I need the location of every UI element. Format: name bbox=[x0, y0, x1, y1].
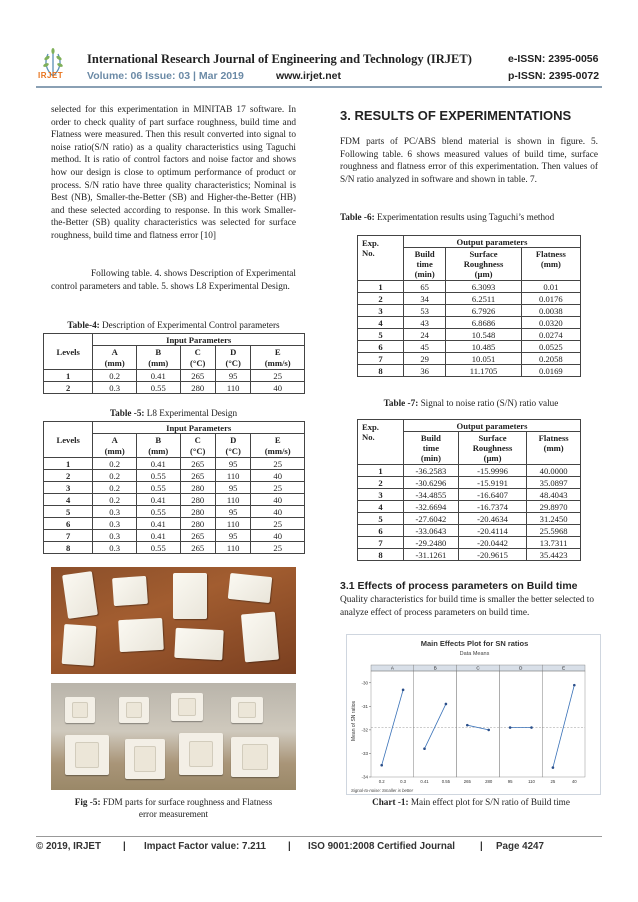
table-row bbox=[44, 542, 305, 554]
footer-impact-factor: Impact Factor value: 7.211 bbox=[144, 841, 266, 852]
figure5-caption-line2: error measurement bbox=[138, 809, 209, 819]
table-cell: 13.7311 bbox=[527, 537, 581, 549]
chart-ytick-label: -32 bbox=[361, 727, 368, 733]
table-cell: 0.55 bbox=[136, 470, 180, 482]
table4-col-B: B bbox=[136, 346, 180, 358]
table6-col-header-line: (mm) bbox=[540, 259, 561, 269]
table-row bbox=[44, 382, 305, 394]
table-cell: -29.2480 bbox=[404, 537, 459, 549]
table-cell: 0.3 bbox=[93, 506, 137, 518]
table-cell: 0.55 bbox=[136, 382, 180, 394]
left-paragraph-2-text: Following table. 4. shows Description of Experimental control parameters and table. 5. shows L8 Experimental Design. bbox=[51, 269, 296, 292]
table7-no-label: No. bbox=[362, 432, 375, 442]
table4-header-row bbox=[44, 334, 305, 346]
figure5-caption-line1: FDM parts for surface roughness and Flatness bbox=[100, 797, 273, 807]
table-cell: 0.0038 bbox=[521, 305, 580, 317]
right-paragraph-1: FDM parts of PC/ABS blend material is shown in figure. 5. Following table. 6 shows measured values of build time, surface roughness and flatness error of this experimentation. Then values of S/N ratio analyzed in software and shown in table. 7. bbox=[340, 137, 598, 185]
table6-col-header-line: (min) bbox=[414, 269, 435, 279]
table6-col-header-line: Flatness bbox=[535, 249, 566, 259]
table-cell: 0.41 bbox=[136, 530, 180, 542]
e-issn: e-ISSN: 2395-0056 bbox=[508, 53, 599, 65]
footer-iso: ISO 9001:2008 Certified Journal bbox=[308, 841, 456, 852]
table4-unit-D: (°C) bbox=[215, 358, 250, 370]
chart-panel-label: C bbox=[476, 665, 480, 671]
table7-caption-text: Signal to noise ratio (S/N) ratio value bbox=[418, 398, 559, 408]
table-cell: 45 bbox=[404, 341, 446, 353]
chart-panel-frame bbox=[414, 671, 457, 777]
table-cell: 265 bbox=[180, 530, 215, 542]
table5-col-B: B bbox=[136, 434, 180, 446]
table-row-exp: 5 bbox=[358, 329, 404, 341]
table-row-exp: 7 bbox=[358, 353, 404, 365]
table-cell: 6.3093 bbox=[446, 281, 521, 293]
chart-panel-label: E bbox=[562, 665, 566, 671]
chart-xtick-label: 110 bbox=[528, 779, 535, 784]
chart-xtick-label: 0.3 bbox=[400, 779, 407, 784]
table7-col-header bbox=[527, 432, 581, 465]
table-row-exp: 4 bbox=[358, 501, 404, 513]
table-cell: -31.1261 bbox=[404, 549, 459, 561]
table-cell: 280 bbox=[180, 518, 215, 530]
table-row bbox=[358, 513, 581, 525]
table4-col-A: A bbox=[93, 346, 137, 358]
chart-svg bbox=[347, 635, 602, 796]
chart-point bbox=[573, 684, 576, 687]
table-cell: 0.0320 bbox=[521, 317, 580, 329]
table-row bbox=[358, 525, 581, 537]
table-row bbox=[358, 329, 581, 341]
left-paragraph-1: selected for this experimentation in MINITAB 17 software. In order to check quality of part surface roughness, build time and Flatness were measured. Then this result converted into signal to noise ratio(S/N ratio) as a quality characteristics using Taguchi method. It is ratio of control factors and noise factor and shows how our design is close to optimum performance of product or process. S/N ratio have three quality characteristics; Nominal is Best (NB), Smaller-the-Better (SB) and Higher-the-Better (HB) and these selected according to response. In this work Smaller-the-Better (SB) quality characteristics was selected for surface roughness, build time and flatness error [10] bbox=[51, 105, 296, 241]
table-row bbox=[44, 458, 305, 470]
table6-caption-text: Experimentation results using Taguchi’s method bbox=[374, 212, 555, 222]
chart-panel-label: A bbox=[390, 665, 394, 671]
table6-col-header bbox=[404, 248, 446, 281]
table7-col-header-line: Flatness bbox=[538, 433, 569, 443]
table-cell: 36 bbox=[404, 365, 446, 377]
table-row-exp: 1 bbox=[358, 281, 404, 293]
table-row-level: 3 bbox=[44, 482, 93, 494]
table-cell: 0.55 bbox=[136, 506, 180, 518]
table6-col-header-line: Build bbox=[414, 249, 435, 259]
table7-group-header: Output parameters bbox=[404, 420, 581, 432]
table-row-exp: 4 bbox=[358, 317, 404, 329]
chart-point bbox=[445, 703, 448, 706]
table-cell: 0.0169 bbox=[521, 365, 580, 377]
table5-group-header: Input Parameters bbox=[93, 422, 305, 434]
table6-col-header-line: Surface bbox=[469, 249, 498, 259]
chart-panel-label: B bbox=[433, 665, 437, 671]
table7-exp-label: Exp. bbox=[362, 422, 379, 432]
fdm-parts-photo-bottom bbox=[51, 683, 296, 790]
chart-ytick-label: -30 bbox=[361, 680, 368, 686]
table-cell: 40 bbox=[251, 382, 305, 394]
table-cell: 110 bbox=[215, 518, 250, 530]
table4-unit-C: (°C) bbox=[180, 358, 215, 370]
table-cell: 280 bbox=[180, 382, 215, 394]
table4-unit-B: (mm) bbox=[136, 358, 180, 370]
table-cell: 280 bbox=[180, 494, 215, 506]
table-cell: 280 bbox=[180, 482, 215, 494]
fdm-parts-photo-top bbox=[51, 567, 296, 674]
table4-caption-label: Table-4: bbox=[67, 320, 100, 330]
table-row bbox=[44, 470, 305, 482]
table-cell: 0.41 bbox=[136, 518, 180, 530]
table-row-exp: 8 bbox=[358, 549, 404, 561]
table-cell: 95 bbox=[215, 530, 250, 542]
table-cell: 25 bbox=[251, 542, 305, 554]
table6 bbox=[357, 235, 581, 377]
table-cell: 0.3 bbox=[93, 518, 137, 530]
table-row-exp: 1 bbox=[358, 465, 404, 477]
table5 bbox=[43, 421, 305, 554]
chart-point bbox=[487, 729, 490, 732]
table-row-exp: 8 bbox=[358, 365, 404, 377]
header-divider bbox=[36, 86, 602, 88]
table-cell: 0.2058 bbox=[521, 353, 580, 365]
table6-col-header bbox=[446, 248, 521, 281]
table-cell: -15.9191 bbox=[458, 477, 526, 489]
table-cell: 24 bbox=[404, 329, 446, 341]
table5-caption-label: Table -5: bbox=[109, 408, 145, 418]
p-issn: p-ISSN: 2395-0072 bbox=[508, 70, 600, 82]
subsection-title: 3.1 Effects of process parameters on Build time bbox=[340, 580, 578, 592]
table-row-exp: 2 bbox=[358, 477, 404, 489]
table-cell: 40 bbox=[251, 530, 305, 542]
table-row bbox=[358, 465, 581, 477]
table-cell: 95 bbox=[215, 458, 250, 470]
table6-col-header-line: time bbox=[416, 259, 433, 269]
table-cell: 48.4043 bbox=[527, 489, 581, 501]
chart-xtick-label: 40 bbox=[571, 779, 577, 784]
chart-ytick-label: -33 bbox=[361, 751, 368, 757]
table-cell: 34 bbox=[404, 293, 446, 305]
table-cell: -34.4855 bbox=[404, 489, 459, 501]
table-cell: 265 bbox=[180, 370, 215, 382]
table-cell: -20.4634 bbox=[458, 513, 526, 525]
table-cell: 0.2 bbox=[93, 494, 137, 506]
table4-col-D: D bbox=[215, 346, 250, 358]
table-cell: 0.55 bbox=[136, 542, 180, 554]
chart-panel-frame bbox=[499, 671, 542, 777]
table-cell: -20.9615 bbox=[458, 549, 526, 561]
table-row-exp: 7 bbox=[358, 537, 404, 549]
logo-text: IRJET bbox=[38, 71, 64, 80]
table-cell: -16.6407 bbox=[458, 489, 526, 501]
journal-title: International Research Journal of Engineering and Technology (IRJET) bbox=[87, 52, 472, 66]
table4-unit-E: (mm/s) bbox=[251, 358, 305, 370]
table-cell: 0.55 bbox=[136, 482, 180, 494]
table-row-level: 7 bbox=[44, 530, 93, 542]
chart-point bbox=[466, 724, 469, 727]
table-cell: 0.3 bbox=[93, 542, 137, 554]
footer-copyright: © 2019, IRJET bbox=[36, 841, 101, 852]
table-row bbox=[358, 353, 581, 365]
table6-exp-header bbox=[358, 236, 404, 281]
table-row bbox=[358, 477, 581, 489]
table-cell: 43 bbox=[404, 317, 446, 329]
table-row-exp: 5 bbox=[358, 513, 404, 525]
table-cell: 35.0897 bbox=[527, 477, 581, 489]
table-row-exp: 3 bbox=[358, 489, 404, 501]
table6-exp-label: Exp. bbox=[362, 238, 379, 248]
table-cell: 6.2511 bbox=[446, 293, 521, 305]
table-cell: 10.485 bbox=[446, 341, 521, 353]
table-row-level: 8 bbox=[44, 542, 93, 554]
table7-col-header-line: (min) bbox=[420, 453, 441, 463]
table7-caption bbox=[340, 398, 602, 408]
right-paragraph-2: Quality characteristics for build time is smaller the better selected to analyze effect of process parameters on build time. bbox=[340, 595, 595, 618]
footer-sep-1: | bbox=[123, 841, 126, 852]
chart-xtick-label: 25 bbox=[550, 779, 556, 784]
table-cell: 11.1705 bbox=[446, 365, 521, 377]
table-cell: 265 bbox=[180, 470, 215, 482]
chart-xtick-label: 0.2 bbox=[378, 779, 385, 784]
table-cell: 265 bbox=[180, 458, 215, 470]
chart-point bbox=[402, 689, 405, 692]
chart-caption bbox=[340, 797, 602, 807]
table-cell: 40 bbox=[251, 494, 305, 506]
volume-issue: Volume: 06 Issue: 03 | Mar 2019 bbox=[87, 70, 244, 82]
figure5-caption bbox=[36, 796, 311, 820]
table-row-level: 1 bbox=[44, 458, 93, 470]
footer-divider bbox=[36, 836, 602, 837]
table-cell: 110 bbox=[215, 382, 250, 394]
chart-series-line bbox=[425, 704, 446, 749]
table-row bbox=[44, 506, 305, 518]
table-cell: 25 bbox=[251, 458, 305, 470]
table-row-level: 1 bbox=[44, 370, 93, 382]
chart-point bbox=[423, 747, 426, 750]
table5-unit-B: (mm) bbox=[136, 446, 180, 458]
table-row-level: 4 bbox=[44, 494, 93, 506]
table-cell: 0.3 bbox=[93, 530, 137, 542]
chart-caption-label: Chart -1: bbox=[372, 797, 409, 807]
table7-col-header-line: Build bbox=[420, 433, 441, 443]
table-cell: 25 bbox=[251, 482, 305, 494]
table4-col-C: C bbox=[180, 346, 215, 358]
table-row-exp: 3 bbox=[358, 305, 404, 317]
table-cell: 40 bbox=[251, 470, 305, 482]
table-cell: 0.41 bbox=[136, 458, 180, 470]
table-cell: 35.4423 bbox=[527, 549, 581, 561]
table7-col-header-line: time bbox=[422, 443, 440, 453]
chart-footnote: Signal-to-noise: Smaller is better bbox=[351, 788, 414, 793]
table5-col-C: C bbox=[180, 434, 215, 446]
table5-unit-D: (°C) bbox=[215, 446, 250, 458]
table-row-exp: 6 bbox=[358, 341, 404, 353]
chart-series-line bbox=[553, 685, 574, 767]
table-cell: 0.2 bbox=[93, 482, 137, 494]
table4-levels-header: Levels bbox=[44, 334, 93, 370]
table-cell: 25.5968 bbox=[527, 525, 581, 537]
table-cell: 0.0274 bbox=[521, 329, 580, 341]
table5-unit-C: (°C) bbox=[180, 446, 215, 458]
table-row bbox=[358, 281, 581, 293]
table7-col-header bbox=[458, 432, 526, 465]
table-row bbox=[44, 482, 305, 494]
table-cell: 0.2 bbox=[93, 458, 137, 470]
table4-unit-A: (mm) bbox=[93, 358, 137, 370]
table-cell: -20.0442 bbox=[458, 537, 526, 549]
table-row-level: 5 bbox=[44, 506, 93, 518]
table-row-level: 6 bbox=[44, 518, 93, 530]
table-cell: 280 bbox=[180, 506, 215, 518]
chart-xtick-label: 95 bbox=[507, 779, 513, 784]
table-cell: 6.7926 bbox=[446, 305, 521, 317]
table7-col-header-line: Surface bbox=[478, 433, 507, 443]
table6-group-header: Output parameters bbox=[404, 236, 581, 248]
table7-header-row bbox=[358, 420, 581, 432]
table-row bbox=[358, 293, 581, 305]
table6-col-header bbox=[521, 248, 580, 281]
table-row-exp: 2 bbox=[358, 293, 404, 305]
table6-caption-label: Table -6: bbox=[340, 212, 375, 222]
chart-point bbox=[552, 766, 555, 769]
table7-col-header bbox=[404, 432, 459, 465]
table-cell: 110 bbox=[215, 494, 250, 506]
table-row bbox=[44, 530, 305, 542]
table-row bbox=[358, 549, 581, 561]
table4-caption-text: Description of Experimental Control parameters bbox=[99, 320, 280, 330]
table-cell: 0.3 bbox=[93, 382, 137, 394]
main-effects-chart bbox=[346, 634, 601, 795]
table-cell: 0.0525 bbox=[521, 341, 580, 353]
table5-unit-E: (mm/s) bbox=[251, 446, 305, 458]
table-cell: -30.6296 bbox=[404, 477, 459, 489]
table-row-level: 2 bbox=[44, 470, 93, 482]
table-cell: 29 bbox=[404, 353, 446, 365]
chart-point bbox=[509, 726, 512, 729]
table-row bbox=[358, 537, 581, 549]
table5-caption bbox=[36, 408, 311, 418]
table-row-level: 2 bbox=[44, 382, 93, 394]
table6-col-header-line: (µm) bbox=[474, 269, 493, 279]
table-row bbox=[358, 317, 581, 329]
chart-subtitle: Data Means bbox=[459, 651, 490, 657]
chart-ylabel: Mean of SN ratios bbox=[351, 700, 357, 742]
table-cell: 29.8970 bbox=[527, 501, 581, 513]
table-cell: 65 bbox=[404, 281, 446, 293]
table-cell: 265 bbox=[180, 542, 215, 554]
table4-group-header: Input Parameters bbox=[93, 334, 305, 346]
table-cell: 0.0176 bbox=[521, 293, 580, 305]
table-cell: 0.01 bbox=[521, 281, 580, 293]
table-row bbox=[358, 365, 581, 377]
table-cell: 10.051 bbox=[446, 353, 521, 365]
table7-col-header-line: (mm) bbox=[543, 443, 564, 453]
table-cell: 40.0000 bbox=[527, 465, 581, 477]
table-cell: 0.41 bbox=[136, 494, 180, 506]
chart-xtick-label: 0.41 bbox=[420, 779, 429, 784]
table-cell: -15.9996 bbox=[458, 465, 526, 477]
section-title: 3. RESULTS OF EXPERIMENTATIONS bbox=[340, 108, 572, 123]
table-cell: 40 bbox=[251, 506, 305, 518]
chart-point bbox=[380, 764, 383, 767]
table-row bbox=[44, 370, 305, 382]
table7-caption-label: Table -7: bbox=[383, 398, 419, 408]
table6-col-header-line: Roughness bbox=[463, 259, 504, 269]
chart-panel-frame bbox=[457, 671, 500, 777]
table-row bbox=[44, 518, 305, 530]
table5-unit-A: (mm) bbox=[93, 446, 137, 458]
table-cell: -32.6694 bbox=[404, 501, 459, 513]
chart-panel-frame bbox=[371, 671, 414, 777]
chart-xtick-label: 280 bbox=[485, 779, 493, 784]
table4-col-E: E bbox=[251, 346, 305, 358]
table-cell: 25 bbox=[251, 370, 305, 382]
table5-levels-header: Levels bbox=[44, 422, 93, 458]
table-row bbox=[358, 305, 581, 317]
table7 bbox=[357, 419, 581, 561]
table-cell: 0.41 bbox=[136, 370, 180, 382]
table-cell: 31.2450 bbox=[527, 513, 581, 525]
table-cell: -20.4114 bbox=[458, 525, 526, 537]
chart-point bbox=[530, 726, 533, 729]
left-paragraph-2 bbox=[51, 268, 296, 293]
table6-header-row bbox=[358, 236, 581, 248]
chart-ytick-label: -31 bbox=[361, 704, 368, 710]
table-cell: 95 bbox=[215, 370, 250, 382]
chart-panel-frame bbox=[542, 671, 585, 777]
table-cell: 0.2 bbox=[93, 470, 137, 482]
table-cell: -36.2583 bbox=[404, 465, 459, 477]
figure5-caption-label: Fig -5: bbox=[74, 797, 101, 807]
table-row bbox=[358, 341, 581, 353]
table-cell: -16.7374 bbox=[458, 501, 526, 513]
chart-panel-label: D bbox=[519, 665, 523, 671]
table7-col-header-line: Roughness bbox=[472, 443, 513, 453]
table-cell: -27.6042 bbox=[404, 513, 459, 525]
chart-ytick-label: -34 bbox=[361, 774, 368, 780]
table5-caption-text: L8 Experimental Design bbox=[144, 408, 238, 418]
table6-no-label: No. bbox=[362, 248, 375, 258]
footer-page: Page 4247 bbox=[496, 841, 544, 852]
table-cell: 95 bbox=[215, 482, 250, 494]
table5-col-A: A bbox=[93, 434, 137, 446]
table-cell: 53 bbox=[404, 305, 446, 317]
table5-header-row bbox=[44, 422, 305, 434]
footer-sep-3: | bbox=[480, 841, 483, 852]
table-row-exp: 6 bbox=[358, 525, 404, 537]
table-cell: 10.548 bbox=[446, 329, 521, 341]
table-cell: 6.8686 bbox=[446, 317, 521, 329]
table-cell: 95 bbox=[215, 506, 250, 518]
table7-col-header-line: (µm) bbox=[483, 453, 502, 463]
table-row bbox=[358, 489, 581, 501]
table4 bbox=[43, 333, 305, 394]
table7-exp-header bbox=[358, 420, 404, 465]
table-row bbox=[44, 494, 305, 506]
table-row bbox=[358, 501, 581, 513]
table-cell: 0.2 bbox=[93, 370, 137, 382]
chart-title: Main Effects Plot for SN ratios bbox=[420, 639, 529, 648]
chart-xtick-label: 0.55 bbox=[441, 779, 451, 784]
table4-caption bbox=[36, 320, 311, 330]
table-cell: 110 bbox=[215, 542, 250, 554]
table-cell: 110 bbox=[215, 470, 250, 482]
table5-col-E: E bbox=[251, 434, 305, 446]
chart-xtick-label: 265 bbox=[463, 779, 471, 784]
table-cell: 25 bbox=[251, 518, 305, 530]
table-cell: -33.0643 bbox=[404, 525, 459, 537]
chart-caption-text: Main effect plot for S/N ratio of Build time bbox=[408, 797, 570, 807]
table5-col-D: D bbox=[215, 434, 250, 446]
table6-caption bbox=[340, 212, 602, 222]
footer-sep-2: | bbox=[288, 841, 291, 852]
website-link[interactable]: www.irjet.net bbox=[276, 70, 341, 82]
